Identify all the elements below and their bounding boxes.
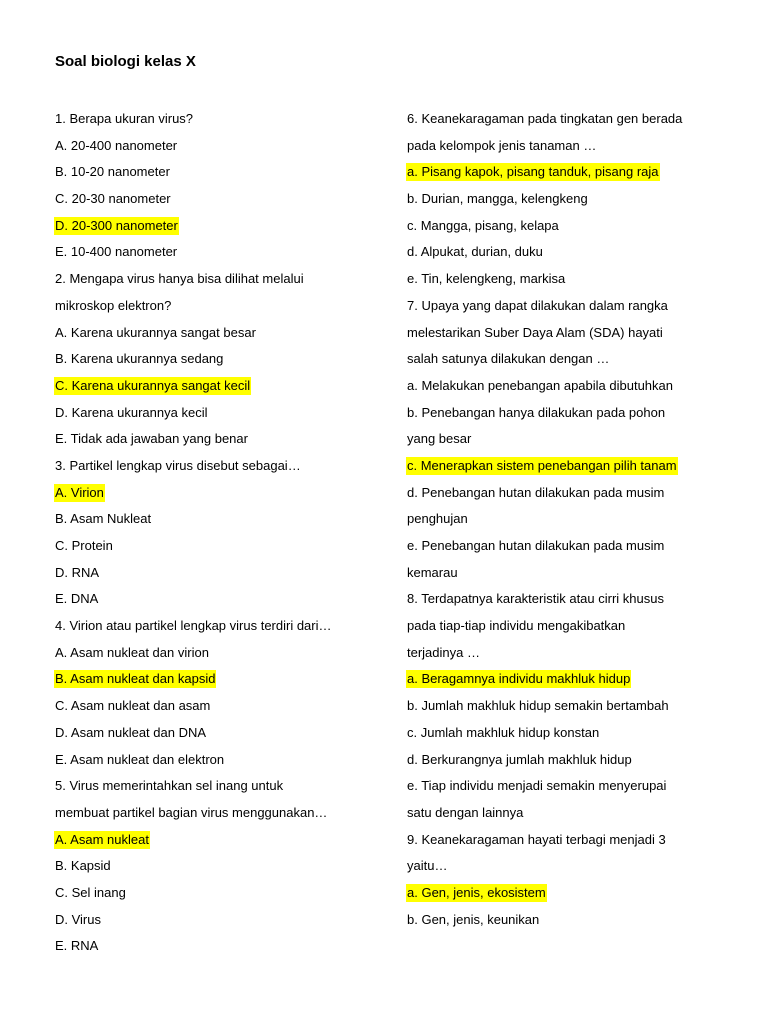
- line-text: E. DNA: [55, 591, 99, 607]
- document-line: [407, 586, 717, 613]
- document-line: [407, 426, 717, 453]
- line-text: penghujan: [407, 511, 468, 527]
- document-line: [55, 106, 385, 133]
- line-text: 6. Keanekaragaman pada tingkatan gen berada: [407, 111, 683, 126]
- line-text: b. Gen, jenis, keunikan: [407, 911, 540, 927]
- document-line: [55, 853, 385, 880]
- line-text: A. Virion: [55, 484, 104, 500]
- line-text: satu dengan lainnya: [407, 804, 524, 820]
- document-line: [55, 506, 385, 533]
- line-text: C. 20-30 nanometer: [55, 191, 171, 207]
- document-line: [407, 320, 717, 347]
- document-line: [55, 426, 385, 453]
- document-line: [55, 880, 385, 907]
- line-text: E. Asam nukleat dan elektron: [55, 751, 225, 767]
- document-line: [407, 106, 717, 133]
- document-line: [55, 453, 385, 480]
- document-line: [407, 373, 717, 400]
- right-column: [407, 106, 717, 933]
- line-text: d. Berkurangnya jumlah makhluk hidup: [407, 751, 632, 767]
- line-text: b. Durian, mangga, kelengkeng: [407, 191, 588, 207]
- line-text: A. Asam nukleat: [55, 831, 149, 847]
- line-text: 5. Virus memerintahkan sel inang untuk: [55, 778, 284, 794]
- answer-line-highlighted: [55, 373, 385, 400]
- document-line: [407, 853, 717, 880]
- document-line: [55, 320, 385, 347]
- document-line: [407, 480, 717, 507]
- line-text: 7. Upaya yang dapat dilakukan dalam rangka: [407, 297, 668, 313]
- line-text: d. Penebangan hutan dilakukan pada musim: [407, 484, 665, 500]
- line-text: a. Gen, jenis, ekosistem: [407, 884, 546, 900]
- document-line: [55, 293, 385, 320]
- document-line: [407, 747, 717, 774]
- document-line: [407, 506, 717, 533]
- line-text: 2. Mengapa virus hanya bisa dilihat melalui: [55, 271, 304, 287]
- document-line: [55, 159, 385, 186]
- line-text: C. Protein: [55, 538, 113, 553]
- document-line: [407, 346, 717, 373]
- line-text: A. Asam nukleat dan virion: [55, 644, 209, 660]
- document-line: [407, 613, 717, 640]
- line-text: e. Tiap individu menjadi semakin menyerupai: [407, 778, 667, 794]
- line-text: a. Melakukan penebangan apabila dibutuhkan: [407, 377, 673, 393]
- document-line: [407, 640, 717, 667]
- document-line: [407, 720, 717, 747]
- line-text: melestarikan Suber Daya Alam (SDA) hayati: [407, 324, 663, 340]
- document-line: [55, 613, 385, 640]
- line-text: E. RNA: [55, 938, 99, 954]
- answer-line-highlighted: [407, 159, 717, 186]
- document-line: [55, 560, 385, 587]
- line-text: yang besar: [407, 431, 472, 447]
- answer-line-highlighted: [407, 880, 717, 907]
- answer-line-highlighted: [55, 827, 385, 854]
- document-line: [55, 773, 385, 800]
- line-text: E. 10-400 nanometer: [55, 244, 178, 260]
- answer-line-highlighted: [55, 480, 385, 507]
- answer-line-highlighted: [407, 666, 717, 693]
- line-text: b. Jumlah makhluk hidup semakin bertambah: [407, 698, 669, 714]
- document-line: [55, 346, 385, 373]
- line-text: 4. Virion atau partikel lengkap virus terdiri dari…: [55, 618, 332, 634]
- line-text: 8. Terdapatnya karakteristik atau cirri khusus: [407, 591, 664, 607]
- line-text: 9. Keanekaragaman hayati terbagi menjadi 3: [407, 831, 666, 847]
- document-line: [407, 693, 717, 720]
- line-text: C. Sel inang: [55, 884, 126, 900]
- line-text: D. Karena ukurannya kecil: [55, 404, 208, 420]
- line-text: pada kelompok jenis tanaman …: [407, 137, 597, 153]
- document-line: [55, 533, 385, 560]
- line-text: e. Tin, kelengkeng, markisa: [407, 271, 566, 287]
- answer-line-highlighted: [55, 666, 385, 693]
- document-line: [407, 133, 717, 160]
- line-text: b. Penebangan hanya dilakukan pada pohon: [407, 404, 666, 420]
- document-line: [407, 827, 717, 854]
- answer-line-highlighted: [55, 213, 385, 240]
- line-text: pada tiap-tiap individu mengakibatkan: [407, 618, 626, 634]
- line-text: d. Alpukat, durian, duku: [407, 244, 543, 260]
- document-line: [407, 533, 717, 560]
- line-text: A. Karena ukurannya sangat besar: [55, 324, 256, 340]
- line-text: c. Jumlah makhluk hidup konstan: [407, 724, 600, 740]
- document-line: [55, 186, 385, 213]
- line-text: D. Asam nukleat dan DNA: [55, 724, 207, 740]
- line-text: B. Asam Nukleat: [55, 511, 152, 527]
- document-line: [407, 186, 717, 213]
- line-text: C. Karena ukurannya sangat kecil: [55, 377, 251, 393]
- document-line: [55, 907, 385, 934]
- document-line: [55, 800, 385, 827]
- line-text: mikroskop elektron?: [55, 297, 172, 313]
- document-line: [55, 586, 385, 613]
- line-text: D. 20-300 nanometer: [55, 217, 178, 233]
- document-line: [55, 693, 385, 720]
- line-text: D. Virus: [55, 911, 101, 927]
- document-line: [407, 800, 717, 827]
- line-text: kemarau: [407, 564, 458, 580]
- document-line: [407, 239, 717, 266]
- line-text: B. Asam nukleat dan kapsid: [55, 671, 216, 687]
- document-line: [55, 133, 385, 160]
- line-text: a. Beragamnya individu makhluk hidup: [407, 671, 631, 687]
- line-text: membuat partikel bagian virus menggunakan…: [55, 804, 328, 820]
- left-column: [55, 106, 385, 960]
- page-title: Soal biologi kelas X: [55, 53, 196, 70]
- answer-line-highlighted: [407, 453, 717, 480]
- document-line: [407, 560, 717, 587]
- line-text: c. Mangga, pisang, kelapa: [407, 217, 559, 233]
- document-line: [407, 266, 717, 293]
- document-line: [55, 400, 385, 427]
- line-text: a. Pisang kapok, pisang tanduk, pisang raja: [407, 164, 659, 180]
- document-line: [407, 293, 717, 320]
- line-text: A. 20-400 nanometer: [55, 137, 178, 153]
- document-line: [55, 747, 385, 774]
- line-text: 3. Partikel lengkap virus disebut sebagai…: [55, 457, 301, 473]
- document-line: [407, 213, 717, 240]
- line-text: e. Penebangan hutan dilakukan pada musim: [407, 538, 665, 553]
- line-text: yaitu…: [407, 858, 448, 874]
- document-line: [407, 773, 717, 800]
- line-text: c. Menerapkan sistem penebangan pilih tanam: [407, 457, 677, 473]
- document-line: [55, 720, 385, 747]
- document-line: [55, 239, 385, 266]
- document-line: [55, 933, 385, 960]
- line-text: B. Kapsid: [55, 858, 111, 874]
- line-text: 1. Berapa ukuran virus?: [55, 111, 194, 126]
- line-text: B. Karena ukurannya sedang: [55, 351, 224, 367]
- document-line: [407, 907, 717, 934]
- line-text: D. RNA: [55, 564, 100, 580]
- line-text: E. Tidak ada jawaban yang benar: [55, 431, 248, 447]
- document-line: [55, 266, 385, 293]
- line-text: terjadinya …: [407, 644, 480, 660]
- line-text: B. 10-20 nanometer: [55, 164, 170, 180]
- document-line: [55, 640, 385, 667]
- line-text: salah satunya dilakukan dengan …: [407, 351, 610, 367]
- document-line: [407, 400, 717, 427]
- line-text: C. Asam nukleat dan asam: [55, 698, 211, 714]
